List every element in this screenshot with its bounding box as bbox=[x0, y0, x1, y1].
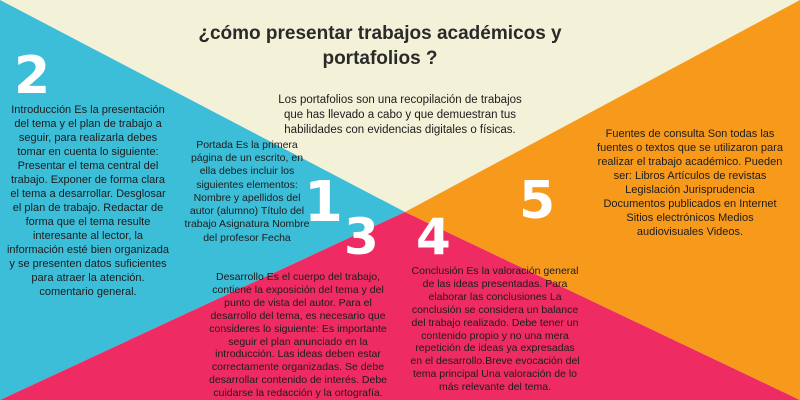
section-5-fuentes-text: Fuentes de consulta Son todas las fuentes o textos que se utilizaron para realizar el trabajo académico. Pueden ser: Libros Artículos de revistas Legislación Jurisprudencia Documentos publicados en Internet Sitios electrónicos Medios audiovisuales Videos. bbox=[597, 128, 783, 238]
section-2-introduccion-text: Introducción Es la presentación del tema y el plan de trabajo a seguir, para realizarla debes tomar en cuenta lo siguiente: Presentar el tema central del trabajo. Exponer de forma clara el tema a desarrollar. Desglosar el plan de trabajo. Redactar de forma que el tema resulte interesante al lector, la información esté bien organizada y se presenten datos suficientes para atraer la atención. comentario general. bbox=[6, 104, 170, 298]
page-title: ¿cómo presentar trabajos académicos y portafolios ? bbox=[198, 23, 562, 69]
section-3-desarrollo-text: Desarrollo Es el cuerpo del trabajo, contiene la exposición del tema y del punto de vista del autor. Para el desarrollo del tema, es necesario que consideres lo siguiente: Es importante seguir el plan anunciado en la introducción. Las ideas deben estar correctamente organizadas. Se debe desarrollar contenido de interés. Debe cuidarse la redacción y la ortografía. bbox=[208, 271, 388, 400]
section-number-1: 1 bbox=[304, 170, 343, 235]
intro-paragraph: Los portafolios son una recopilación de trabajos que has llevado a cabo y que demuestran tus habilidades con evidencias digitales o físicas. bbox=[278, 94, 522, 136]
section-number-4: 4 bbox=[416, 208, 451, 266]
section-number-3: 3 bbox=[344, 208, 379, 266]
section-1-portada-text: Portada Es la primera página de un escrito, en ella debes incluir los siguientes elementos: Nombre y apellidos del autor (alumno) Título del trabajo Asignatura Nombre del profesor Fecha bbox=[184, 139, 310, 244]
section-4-conclusion-text: Conclusión Es la valoración general de las ideas presentadas. Para elaborar las conclusiones La conclusión se considera un balance del trabajo realizado. Debe tener un contenido propio y no una mera repetición de ideas ya expresadas en el desarrollo.Breve evocación del tema principal Una valoración de lo más relevante del tema. bbox=[410, 265, 580, 394]
section-number-5: 5 bbox=[519, 171, 556, 231]
section-number-2: 2 bbox=[14, 46, 51, 106]
